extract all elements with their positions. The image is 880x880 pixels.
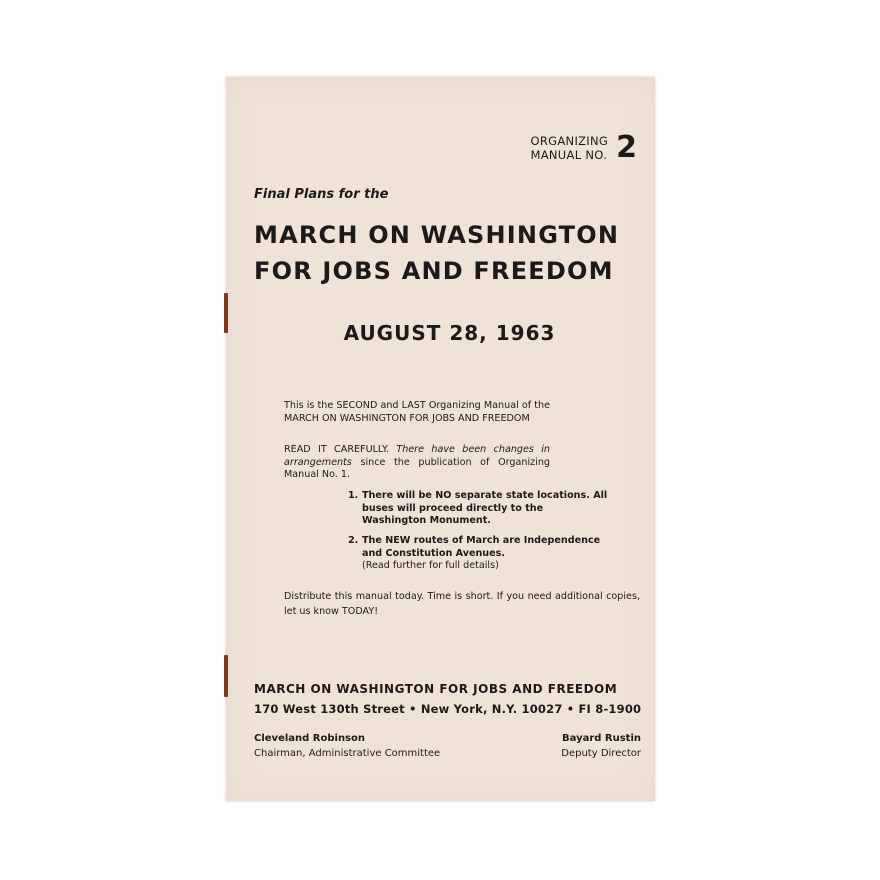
footer-organization: MARCH ON WASHINGTON FOR JOBS AND FREEDOM bbox=[254, 682, 618, 696]
point-text: There will be NO separate state locations. All buses will proceed directly to the Washington Monument. bbox=[362, 490, 608, 526]
manual-label-line2: MANUAL NO. bbox=[530, 148, 608, 162]
signature-left bbox=[254, 731, 440, 761]
point-note: (Read further for full details) bbox=[362, 560, 499, 571]
manual-number: 2 bbox=[616, 130, 637, 165]
title-line2: FOR JOBS AND FREEDOM bbox=[254, 257, 614, 285]
read-carefully-paragraph bbox=[284, 444, 550, 482]
title-line1: MARCH ON WASHINGTON bbox=[254, 221, 620, 249]
staple-bottom bbox=[224, 655, 228, 697]
intro-paragraph: This is the SECOND and LAST Organizing Manual of the MARCH ON WASHINGTON FOR JOBS AND FREEDOM bbox=[284, 400, 550, 424]
manual-number-label bbox=[531, 134, 609, 162]
read-lead: READ IT CAREFULLY. bbox=[284, 444, 389, 455]
point-number: 2. bbox=[348, 535, 359, 546]
signatory-name: Cleveland Robinson bbox=[254, 733, 366, 744]
signature-right bbox=[561, 731, 641, 761]
page-title bbox=[254, 217, 619, 289]
signatory-role: Deputy Director bbox=[561, 748, 641, 759]
manual-page bbox=[226, 77, 655, 801]
footer-address: 170 West 130th Street • New York, N.Y. 10027 • FI 8-1900 bbox=[254, 702, 642, 716]
point-number: 1. bbox=[348, 490, 359, 501]
read-italic: There have been changes in arrangements bbox=[284, 444, 550, 468]
point-item-2 bbox=[348, 535, 610, 579]
distribute-paragraph: Distribute this manual today. Time is short. If you need additional copies, let us know TODAY! bbox=[284, 591, 640, 617]
manual-number-block bbox=[530, 130, 637, 165]
kicker-text: Final Plans for the bbox=[254, 187, 389, 202]
signatory-name: Bayard Rustin bbox=[562, 733, 641, 744]
march-date: AUGUST 28, 1963 bbox=[343, 321, 556, 345]
signatory-role: Chairman, Administrative Committee bbox=[254, 748, 441, 759]
manual-label-line1: ORGANIZING bbox=[530, 134, 609, 148]
point-item-1 bbox=[348, 490, 610, 534]
point-text: The NEW routes of March are Independence and Constitution Avenues. bbox=[362, 535, 601, 559]
read-tail: since the publication of Organizing Manual No. 1. bbox=[284, 456, 550, 480]
